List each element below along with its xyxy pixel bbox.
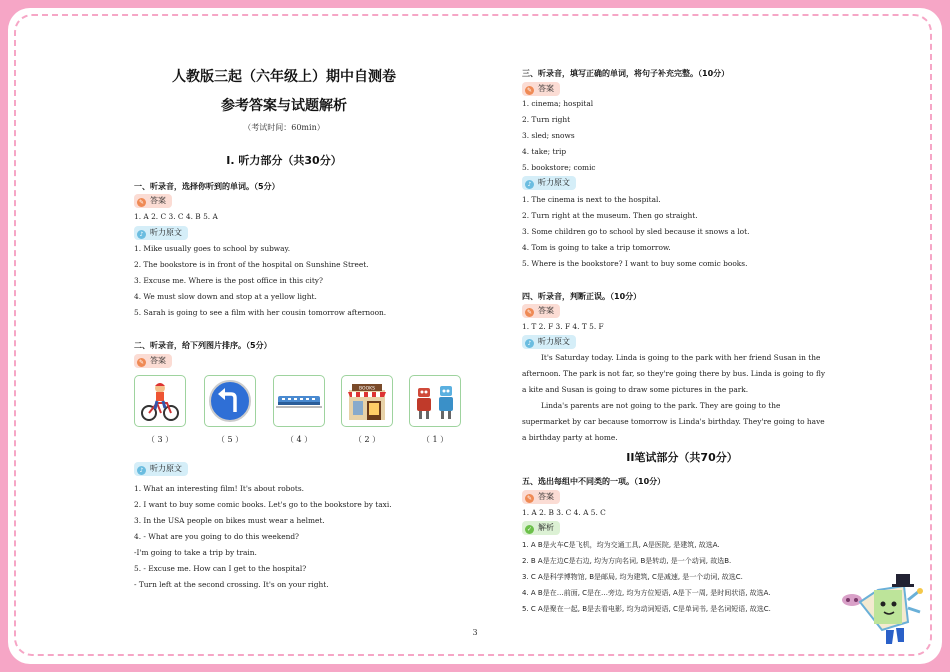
picture-card [273, 375, 325, 427]
q4-passage-paragraph: Linda's parents are not going to the park. They are going to the supermarket by car because tomorrow is Linda's birthday. They're going to have a birthday party at home. [522, 401, 825, 442]
q3-answer-line: 3. sled; snows [522, 131, 575, 140]
q2-script-line: -I'm going to take a trip by train. [134, 548, 257, 557]
q3-title: 三、听录音，填写正确的单词，将句子补充完整。（10分） [522, 69, 730, 78]
audio-icon: ♪ [525, 339, 534, 348]
listening-tag: ♪ 听力原文 [134, 462, 188, 476]
q3-answer-line: 1. cinema; hospital [522, 99, 594, 108]
picture-card [409, 375, 461, 427]
q4-answer: 1. T 2. F 3. F 4. T 5. F [522, 322, 604, 331]
q1-script-line: 1. Mike usually goes to school by subway. [134, 244, 291, 253]
boy-cycling-icon [135, 376, 185, 426]
audio-icon: ♪ [137, 230, 146, 239]
answer-tag: ✎ 答案 [522, 490, 560, 504]
q1-script-line: 4. We must slow down and stop at a yellow light. [134, 292, 317, 301]
q3-answer-line: 4. take; trip [522, 147, 567, 156]
listening-tag: ♪ 听力原文 [522, 176, 576, 190]
q1-script-line: 5. Sarah is going to see a film with her cousin tomorrow afternoon. [134, 308, 387, 317]
robots-icon [410, 376, 460, 426]
q2-script-line: 4. - What are you going to do this weekend? [134, 532, 300, 541]
q2-script-line: 1. What an interesting film! It's about robots. [134, 484, 304, 493]
exam-time: （考试时间：60min） [243, 123, 325, 132]
q5-explanation-line: 5. C A是聚在一起, B是去看电影, 均为动词短语, C是单词书, 是名词短语, 故选C. [522, 605, 771, 613]
bulb-icon: ✓ [526, 526, 533, 533]
q3-script-line: 4. Tom is going to take a trip tomorrow. [522, 243, 671, 252]
q3-script-line: 2. Turn right at the museum. Then go straight. [522, 211, 698, 220]
q4-title: 四、听录音，判断正误。（10分） [522, 292, 642, 301]
answer-tag: ✎ 答案 [522, 304, 560, 318]
part2-title: II笔试部分（共70分） [626, 451, 738, 464]
svg-text:BOOKS: BOOKS [359, 386, 375, 392]
answer-tag: ✎ 答案 [134, 354, 172, 368]
picture-order-label: （ 2 ） [353, 435, 381, 444]
q2-script-line: - Turn left at the second crossing. It's on your right. [134, 580, 329, 589]
picture-order-label: （ 4 ） [285, 435, 313, 444]
q3-answer-line: 5. bookstore; comic [522, 163, 596, 172]
q4-passage-paragraph: It's Saturday today. Linda is going to the park with her friend Susan in the afternoon. The park is not far, so they're going there by bus. Linda is going to fly a kite and Susan is going to draw some pictures in the park. [522, 353, 826, 394]
q2-script-line: 3. In the USA people on bikes must wear a helmet. [134, 516, 325, 525]
turn-left-sign-icon [205, 376, 255, 426]
q1-script-line: 3. Excuse me. Where is the post office in this city? [134, 276, 323, 285]
pencil-icon: ✎ [526, 495, 533, 502]
q3-script-line: 5. Where is the bookstore? I want to buy some comic books. [522, 259, 748, 268]
train-icon [274, 376, 324, 426]
listening-tag: ♪ 听力原文 [522, 335, 576, 349]
document-subtitle: 参考答案与试题解析 [221, 98, 347, 114]
answer-tag: ✎ 答案 [522, 82, 560, 96]
explanation-tag: ✓ 解析 [522, 521, 560, 535]
audio-icon: ♪ [525, 180, 534, 189]
page-number: 3 [472, 628, 478, 637]
q5-explanation-line: 4. A B是在…前面, C是在…旁边, 均为方位短语, A是下一周, 是时间状语, 故选A. [522, 589, 771, 597]
answer-tag: ✎ 答案 [134, 194, 172, 208]
q2-script-line: 5. - Excuse me. How can I get to the hospital? [134, 564, 307, 573]
picture-order-label: （ 5 ） [216, 435, 244, 444]
picture-card [204, 375, 256, 427]
q2-script-line: 2. I want to buy some comic books. Let's go to the bookstore by taxi. [134, 500, 392, 509]
q2-title: 二、听录音，给下列图片排序。（5分） [134, 341, 272, 350]
document-title: 人教版三起（六年级上）期中自测卷 [172, 69, 396, 85]
q5-explanation-line: 2. B A是左边C是右边, 均为方向名词, B是转动, 是一个动词, 故选B. [522, 557, 732, 565]
pencil-icon: ✎ [526, 309, 533, 316]
picture-order-label: （ 3 ） [146, 435, 174, 444]
listening-tag: ♪ 听力原文 [134, 226, 188, 240]
q5-explanation-line: 3. C A是科学博物馆, B是邮局, 均为建筑, C是减速, 是一个动词, 故选C. [522, 573, 743, 581]
q5-explanation-line: 1. A B是火车C是飞机，均为交通工具, A是医院, 是建筑, 故选A. [522, 541, 720, 549]
book-mascot-icon [838, 570, 930, 650]
picture-card [134, 375, 186, 427]
pencil-icon: ✎ [138, 199, 145, 206]
q1-script-line: 2. The bookstore is in front of the hospital on Sunshine Street. [134, 260, 369, 269]
q1-title: 一、听录音，选择你听到的单词。（5分） [134, 182, 280, 191]
pencil-icon: ✎ [138, 359, 145, 366]
q5-title: 五、选出每组中不同类的一项。（10分） [522, 477, 666, 486]
audio-icon: ♪ [137, 466, 146, 475]
part1-title: I. 听力部分（共30分） [226, 154, 342, 167]
pencil-icon: ✎ [526, 87, 533, 94]
q3-script-line: 3. Some children go to school by sled because it snows a lot. [522, 227, 750, 236]
q5-answer: 1. A 2. B 3. C 4. A 5. C [522, 508, 606, 517]
q3-script-line: 1. The cinema is next to the hospital. [522, 195, 661, 204]
picture-card [341, 375, 393, 427]
q1-answer: 1. A 2. C 3. C 4. B 5. A [134, 212, 218, 221]
q3-answer-line: 2. Turn right [522, 115, 571, 124]
bookstore-icon [342, 376, 392, 426]
picture-order-label: （ 1 ） [421, 435, 449, 444]
